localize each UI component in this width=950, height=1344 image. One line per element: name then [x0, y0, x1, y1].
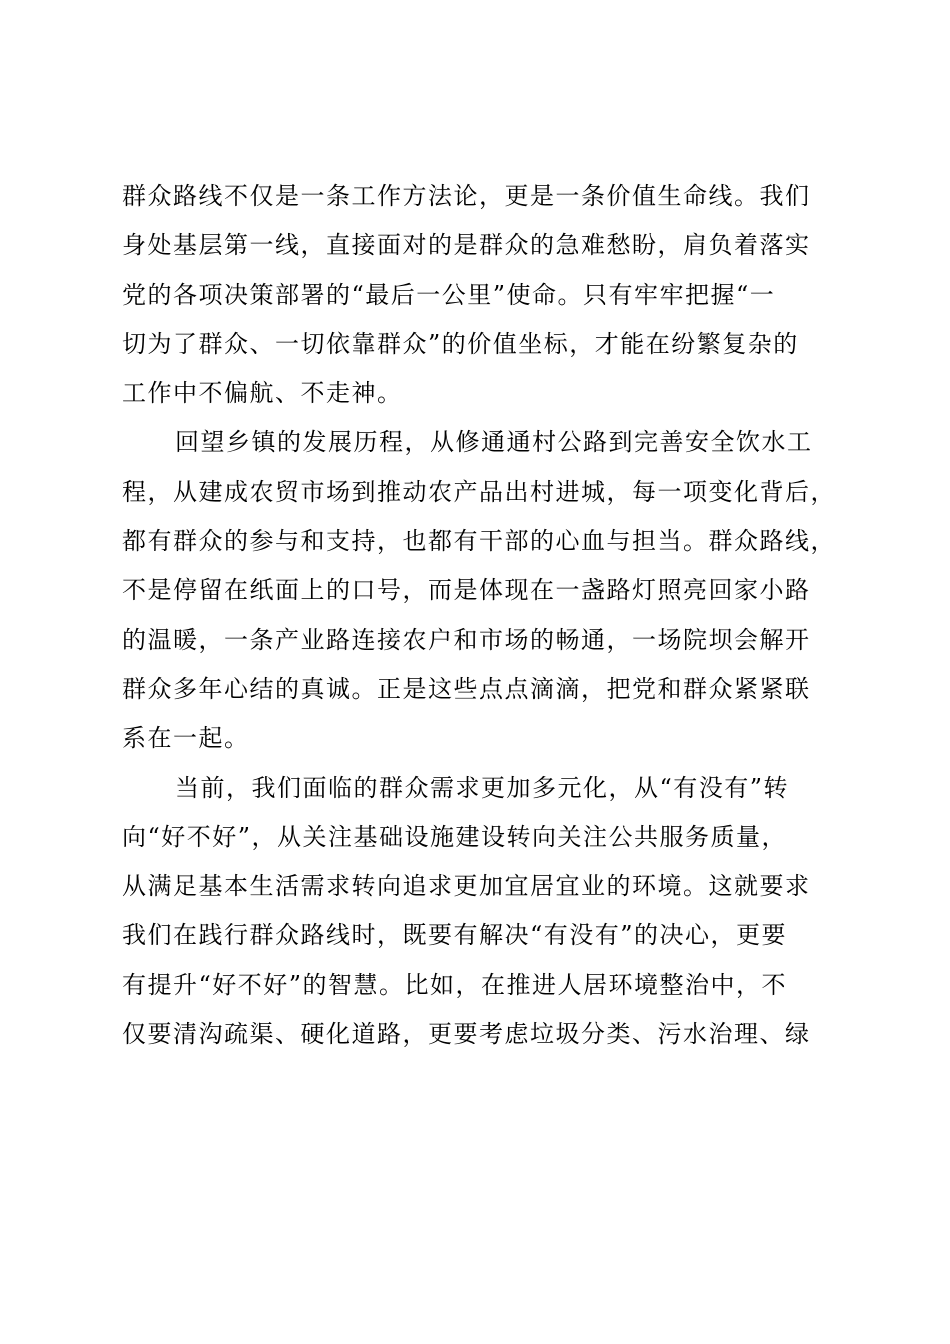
- paragraph-3-line-6: 仅要清沟疏渠、硬化道路，更要考虑垃圾分类、污水治理、绿: [122, 1020, 811, 1049]
- paragraph-1-line-3: 党的各项决策部署的“最后一公里”使命。只有牢牢把握“一: [122, 280, 776, 309]
- paragraph-1-line-4: 切为了群众、一切依靠群众”的价值坐标，才能在纷繁复杂的: [122, 329, 799, 358]
- paragraph-2-line-2: 程，从建成农贸市场到推动农产品出村进城，每一项变化背后，: [122, 477, 836, 506]
- document-body: [122, 172, 836, 1059]
- paragraph-1-line-1: 群众路线不仅是一条工作方法论，更是一条价值生命线。我们: [122, 182, 811, 210]
- paragraph-2-line-6: 群众多年心结的真诚。正是这些点点滴滴，把党和群众紧紧联: [122, 674, 811, 703]
- paragraph-3-line-3: 从满足基本生活需求转向追求更加宜居宜业的环境。这就要求: [122, 872, 811, 901]
- paragraph-2-line-5: 的温暖，一条产业路连接农户和市场的畅通，一场院坝会解开: [122, 625, 811, 654]
- paragraph-1-line-5: 工作中不偏航、不走神。: [122, 379, 403, 408]
- paragraph-3-line-1: 当前，我们面临的群众需求更加多元化，从“有没有”转: [175, 773, 790, 802]
- paragraph-2-line-1: 回望乡镇的发展历程，从修通通村公路到完善安全饮水工: [175, 428, 813, 457]
- paragraph-3-line-2: 向“好不好”，从关注基础设施建设转向关注公共服务质量，: [122, 822, 788, 851]
- paragraph-2-line-4: 不是停留在纸面上的口号，而是体现在一盏路灯照亮回家小路: [122, 576, 811, 605]
- paragraph-3-line-5: 有提升“好不好”的智慧。比如，在推进人居环境整治中，不: [122, 970, 788, 999]
- paragraph-2-line-7: 系在一起。: [122, 724, 250, 753]
- paragraph-1-line-2: 身处基层第一线，直接面对的是群众的急难愁盼，肩负着落实: [122, 231, 811, 260]
- paragraph-2-line-3: 都有群众的参与和支持，也都有干部的心血与担当。群众路线，: [122, 527, 836, 556]
- paragraph-3-line-4: 我们在践行群众路线时，既要有解决“有没有”的决心，更要: [122, 921, 788, 950]
